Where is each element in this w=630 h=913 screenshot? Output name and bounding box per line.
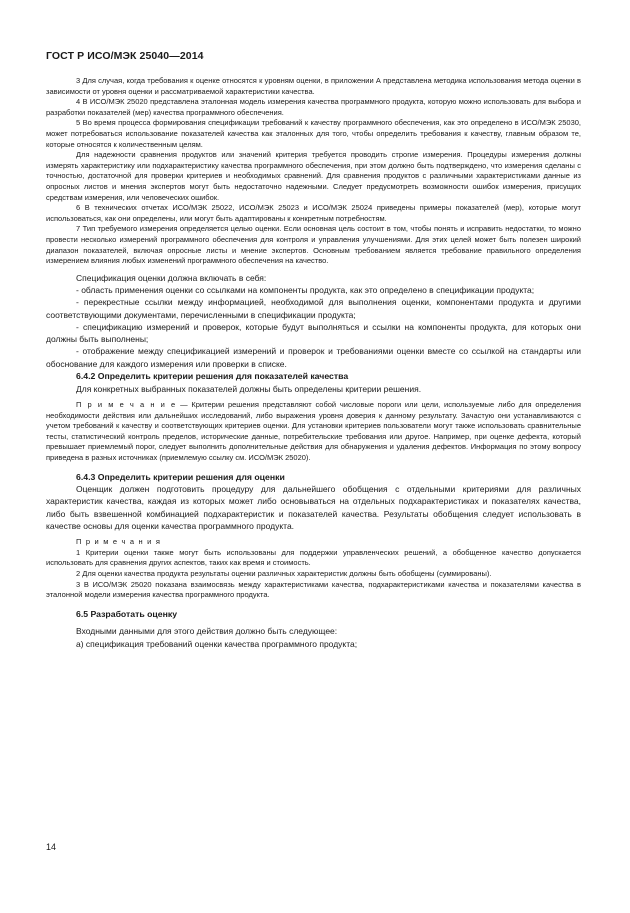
section-6-4-2-body: Для конкретных выбранных показателей должны быть определены критерии решения. [76, 383, 422, 394]
section-6-4-3-note-2: 2 Для оценки качества продукта результаты оценки различных характеристик должны быть обобщены (суммированы). [76, 569, 492, 579]
note-4: 4 В ИСО/МЭК 25020 представлена эталонная модель измерения качества программного продукта, которую можно использовать для выбора и разработки показателей (мер) качества программного обеспечения. [46, 97, 581, 117]
note-6: 6 В технических отчетах ИСО/МЭК 25022, ИСО/МЭК 25023 и ИСО/МЭК 25024 приведены примеры показателей (мер), которые могут использоваться, как они определены, или могут быть адаптированы к конкретным потребностям. [46, 203, 581, 223]
note-5-continued: Для надежности сравнения продуктов или значений критерия требуется проводить строгие измерения. Процедуры измерения должны измерять характеристику или подхарактеристику качества программного обеспечения, при этом должно быть подтверждено, что измерения сделаны с точностью, достаточной для проверки критериев и необходимых сравнений. Для сравнения продуктов с различными характеристиками данные из опросных листов и мнения экспертов могут быть недостаточно надежными. Следует предусмотреть возможности ошибок измерения, присущих средствам измерения, или человеческих ошибок. [46, 150, 581, 202]
note-3: 3 Для случая, когда требования к оценке относятся к уровням оценки, в приложении А представлена методика использования метода оценки в зависимости от уровня оценки и рассматриваемой характеристики качества. [46, 76, 581, 96]
document-header: ГОСТ Р ИСО/МЭК 25040—2014 [46, 50, 204, 62]
section-6-4-2-note [46, 400, 581, 464]
spec-item-scope: - область применения оценки со ссылками на компоненты продукта, как это определено в спецификации продукта; [76, 284, 535, 295]
spec-intro: Спецификация оценки должна включать в себя: [76, 272, 267, 283]
spec-item-crossref: - перекрестные ссылки между информацией, необходимой для выполнения оценки, компонентами продукта и другими соответствующими документами, перечисленными в спецификации продукта; [46, 297, 581, 320]
spec-item-measurements: - спецификацию измерений и проверок, которые будут выполняться и ссылки на компоненты продукта, для которых они должны быть выполнены; [46, 321, 581, 345]
spec-item-mapping: - отображение между спецификацией измерений и проверок и требованиями оценки вместе со ссылкой на стандарты или обоснование для каждого измерения или проверки в списке. [46, 346, 581, 369]
section-6-4-3-note-3: 3 В ИСО/МЭК 25020 показана взаимосвязь между характеристиками качества, подхарактеристиками качества и показателями качества в эталонной модели измерения качества программного продукта. [46, 579, 581, 600]
page-content [46, 76, 581, 650]
section-6-5-body: Входными данными для этого действия должно быть следующее: [76, 626, 338, 637]
heading-6-4-3: 6.4.3 Определить критерии решения для оценки [76, 471, 285, 482]
section-6-5-item-a: а) спецификация требований оценки качества программного продукта; [76, 638, 358, 649]
heading-6-4-2: 6.4.2 Определить критерии решения для показателей качества [76, 371, 349, 382]
note-text: — Критерии решения представляют собой числовые пороги или цели, используемые либо для определения необходимости действия или дальнейших исследований, либо выражения уровня доверия к данному результату. Зачастую они устанавливаются с учетом требований к качеству и соответствующих критериев оценки. Для установки критериев пользователи могут также использовать сравнительные тесты, статистический контроль пределов, исторические данные, потребительские требования или другое. Например, при оценке дефекта, который превышает приемлемый порог, следует выполнить дополнительные действия для обнаружения и удаления дефектов. Информация по этому вопросу приведена в разных источниках (приемлемую ссылку см. ИСО/МЭК 25020). [46, 399, 581, 462]
note-7: 7 Тип требуемого измерения определяется целью оценки. Если основная цель состоит в том, чтобы понять и исправить недостатки, то можно провести несколько измерений программного обеспечения для контроля и управления улучшениями. Для этих целей может быть полезен широкий диапазон показателей, включая опросные листы и мнение экспертов. Основным требованием является требование правильного определения измерением влияния любых изменений программного обеспечения на качество. [46, 224, 581, 266]
section-6-4-3-note-1: 1 Критерии оценки также могут быть использованы для поддержки управленческих решений, а обобщенное качество допускается использовать для сравнения других аспектов, таких как время и стоимость. [46, 547, 581, 568]
notes-label: П р и м е ч а н и я [76, 537, 162, 547]
heading-6-5: 6.5 Разработать оценку [76, 608, 178, 619]
section-6-4-3-body: Оценщик должен подготовить процедуру для дальнейшего обобщения с отдельными критериями для различных характеристик качества, каждая из которых может либо основываться на отдельных подхарактеристиках и показателях качества, либо быть взвешенной комбинацией подхарактеристик и показателей качества. Результаты обобщения следует использовать в качестве основы для оценки качества программного продукта. [46, 484, 581, 531]
page-number: 14 [46, 842, 57, 852]
note-5: 5 Во время процесса формирования спецификации требований к качеству программного обеспечения, как это определено в ИСО/МЭК 25030, может потребоваться использование показателей качества как эталонных для того, чтобы определить требования к качеству, главным образом те, которые относятся к количественным целям. [46, 118, 581, 149]
note-label: П р и м е ч а н и е [76, 399, 177, 409]
